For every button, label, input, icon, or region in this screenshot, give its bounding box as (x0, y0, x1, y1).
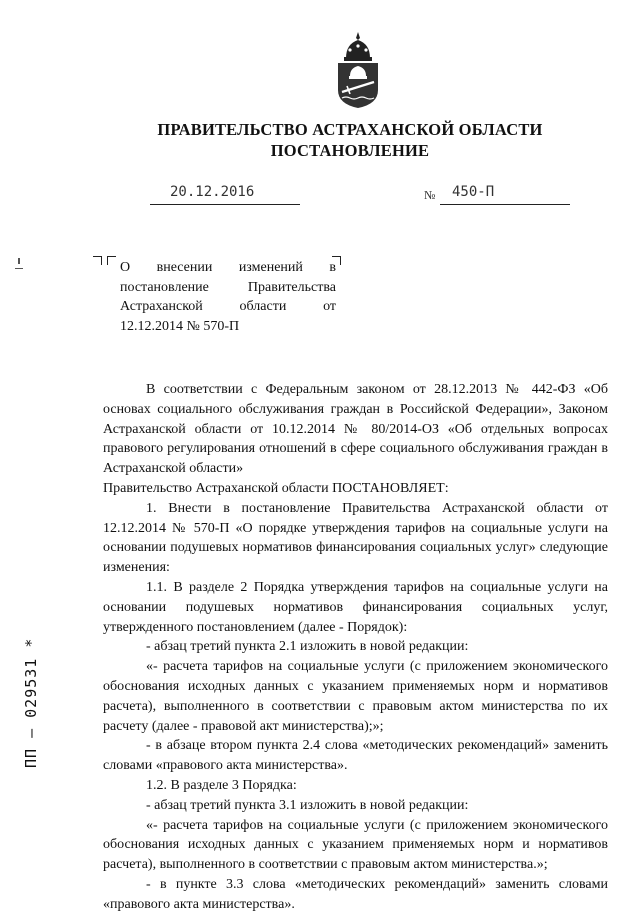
serial-stamp: ПП – 029531 * (22, 637, 40, 768)
body-paragraph: В соответствии с Федеральным законом от 28.12.2013 № 442-ФЗ «Об основах социального обслуживания граждан в Российской Федерации», Законом Астраханской области от 10.12.2014 № 80/2014-ОЗ «Об отдельных вопросах правового регулирования отношений в сфере социального обслуживания граждан в Астраханской области» (103, 382, 608, 477)
document-body (103, 380, 608, 915)
corner-mark-left-outer (93, 256, 102, 265)
document-subject: О внесении изменений в постановление Правительства Астраханской области от 12.12.2014 № 570-П (120, 260, 336, 334)
body-paragraph: 1.2. В разделе 3 Порядка: (146, 777, 297, 793)
number-underline (440, 204, 570, 205)
body-paragraph: «- расчета тарифов на социальные услуги (с приложением экономического обоснования исходных данных с указанием применяемых норм и нормативов расчета), выполненного в соответствии с правовым актом министерства.»; (103, 817, 608, 873)
body-paragraph: 1.1. В разделе 2 Порядка утверждения тарифов на социальные услуги на основании подушевых нормативов финансирования социальных услуг, утвержденного постановлением (далее - Порядок): (103, 579, 608, 635)
scan-mark (15, 268, 23, 269)
date-underline (150, 204, 300, 205)
body-paragraph: 1. Внести в постановление Правительства Астраханской области от 12.12.2014 № 570-П «О порядке утверждения тарифов на социальные услуги на основании подушевых нормативов финансирования социальных услуг» следующие изменения: (103, 500, 608, 576)
body-paragraph: - в абзаце втором пункта 2.4 слова «методических рекомендаций» заменить словами «правового акта министерства». (103, 738, 608, 774)
document-kind-title: ПОСТАНОВЛЕНИЕ (270, 141, 430, 160)
body-paragraph: «- расчета тарифов на социальные услуги (с приложением экономического обоснования исходных данных с указанием применяемых норм и нормативов расчета), выполненного в соответствии с правовым актом министерства по их расчету (далее - правовой акт министерства);»; (103, 659, 608, 734)
body-paragraph: Правительство Астраханской области ПОСТАНОВЛЯЕТ: (103, 480, 449, 496)
document-number: 450-П (452, 184, 495, 200)
body-paragraph: - абзац третий пункта 3.1 изложить в новой редакции: (146, 797, 469, 813)
body-paragraph: - абзац третий пункта 2.1 изложить в новой редакции: (146, 639, 469, 655)
body-paragraph: - в пункте 3.3 слова «методических рекомендаций» заменить словами «правового акта министерства». (103, 876, 608, 912)
corner-mark-left-inner (107, 256, 116, 265)
government-title: ПРАВИТЕЛЬСТВО АСТРАХАНСКОЙ ОБЛАСТИ (157, 120, 543, 139)
coat-of-arms-icon (330, 30, 386, 110)
scan-mark (18, 258, 20, 264)
number-label: № (424, 188, 436, 202)
document-date: 20.12.2016 (170, 184, 255, 200)
